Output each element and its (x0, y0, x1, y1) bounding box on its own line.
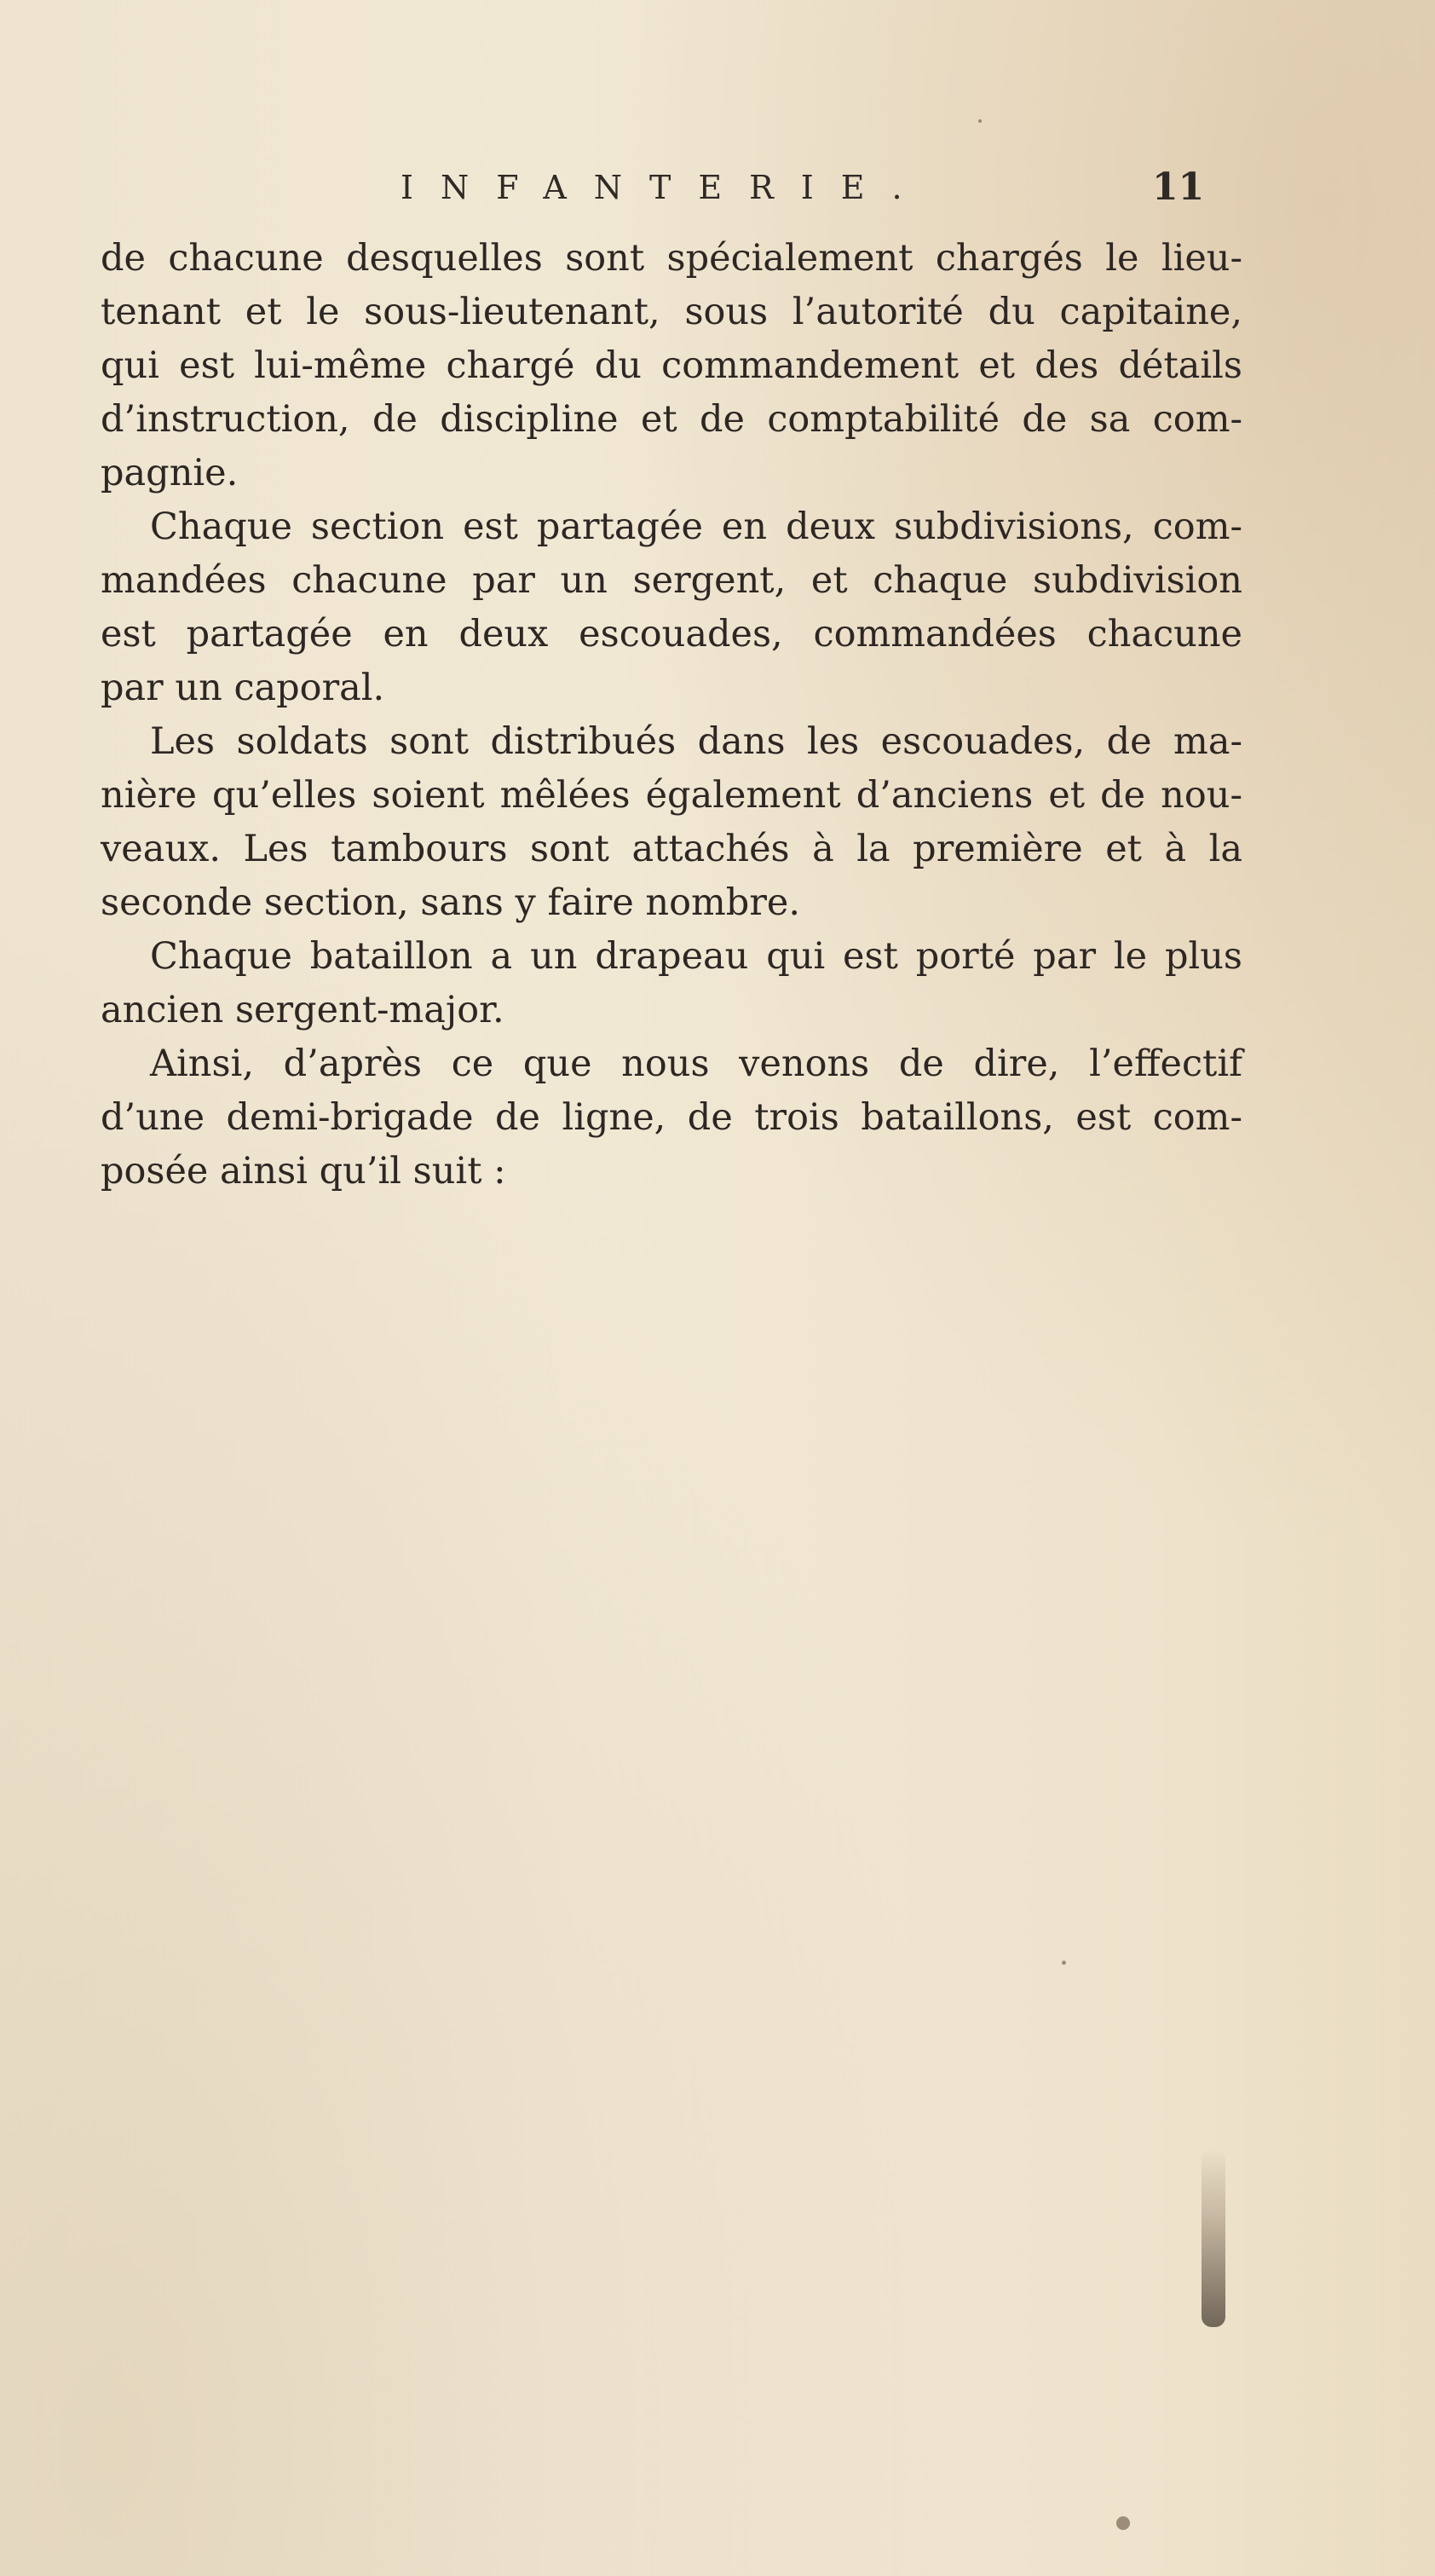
page-number: 11 (1152, 165, 1205, 209)
text-line: qui est lui-même chargé du commandement et des détails (101, 344, 1242, 387)
text-line: d’une demi-brigade de ligne, de trois bataillons, est com- (101, 1096, 1242, 1139)
paragraph-start-line: Les soldats sont distribués dans les escouades, de ma- (150, 720, 1242, 763)
text-line: d’instruction, de discipline et de comptabilité de sa com- (101, 398, 1242, 441)
ink-spot (978, 119, 982, 123)
text-line: nière qu’elles soient mêlées également d’anciens et de nou- (101, 774, 1242, 817)
text-line: posée ainsi qu’il suit : (101, 1150, 506, 1193)
text-line: de chacune desquelles sont spécialement chargés le lieu- (101, 237, 1242, 280)
page-stain (1202, 2148, 1225, 2327)
text-line: tenant et le sous-lieutenant, sous l’autorité du capitaine, (101, 291, 1242, 333)
text-line: est partagée en deux escouades, commandées chacune (101, 613, 1242, 656)
running-title: INFANTERIE. (401, 169, 930, 206)
paragraph-start-line: Chaque bataillon a un drapeau qui est porté par le plus (150, 935, 1242, 978)
paragraph-start-line: Chaque section est partagée en deux subdivisions, com- (150, 505, 1242, 548)
text-line: par un caporal. (101, 667, 385, 709)
ink-spot (1116, 2516, 1130, 2530)
paragraph-start-line: Ainsi, d’après ce que nous venons de dire, l’effectif (150, 1043, 1242, 1085)
text-line: seconde section, sans y faire nombre. (101, 881, 800, 924)
text-line: pagnie. (101, 452, 239, 494)
text-line: veaux. Les tambours sont attachés à la première et à la (101, 828, 1242, 870)
text-line: ancien sergent-major. (101, 989, 504, 1031)
ink-spot (1062, 1961, 1066, 1965)
text-line: mandées chacune par un sergent, et chaque subdivision (101, 559, 1242, 602)
body-text (101, 232, 1242, 1198)
